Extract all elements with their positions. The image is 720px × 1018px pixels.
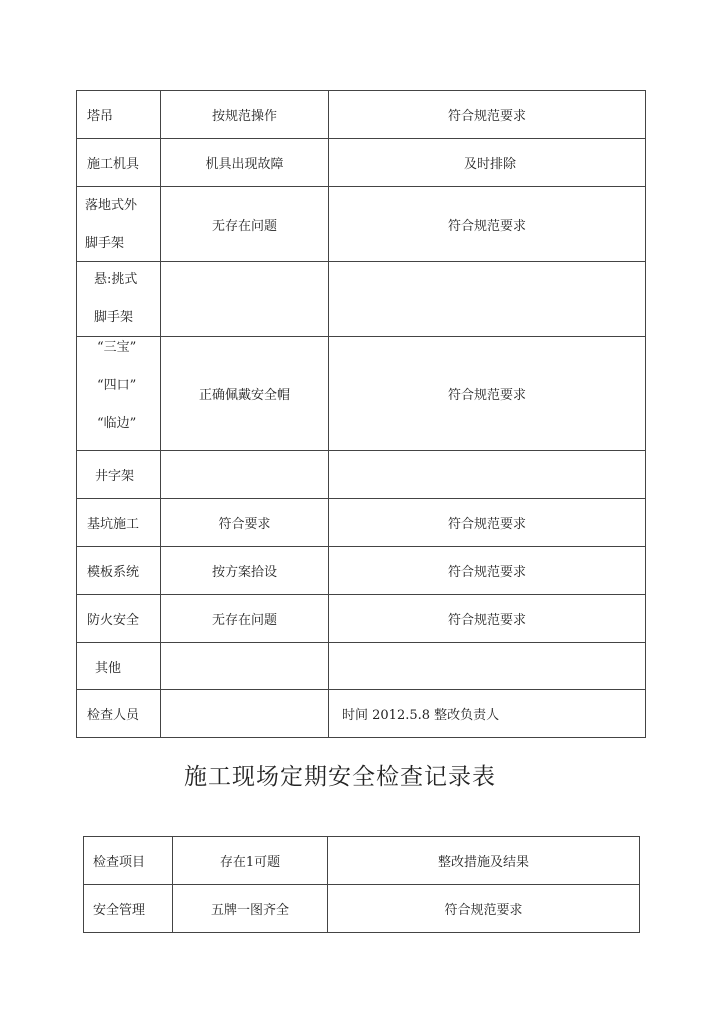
result-cell: 符合规范要求	[329, 499, 646, 547]
result-cell: 符合规范要求	[329, 547, 646, 595]
table-row	[77, 643, 646, 690]
item-cell: 施工机具	[77, 139, 161, 187]
item-cell: 井字架	[77, 451, 161, 499]
item-cell: 安全管理	[84, 885, 173, 933]
result-cell	[329, 451, 646, 499]
result-cell: 时间 2012.5.8 整改负责人	[329, 690, 646, 738]
problem-cell: 机具出现故障	[161, 139, 329, 187]
problem-cell: 符合要求	[161, 499, 329, 547]
problem-cell: 按方案拾设	[161, 547, 329, 595]
result-cell: 符合规范要求	[329, 187, 646, 262]
header-result: 整改措施及结果	[328, 837, 640, 885]
table-row	[77, 187, 646, 262]
item-cell: 塔吊	[77, 91, 161, 139]
result-cell: 符合规范要求	[329, 337, 646, 451]
page-title: 施工现场定期安全检查记录表	[184, 764, 496, 790]
problem-cell	[161, 643, 329, 690]
problem-cell	[161, 690, 329, 738]
item-cell: “三宝” “四口” “临边”	[77, 337, 161, 451]
table-row	[77, 690, 646, 738]
result-cell	[329, 643, 646, 690]
problem-cell	[161, 451, 329, 499]
item-cell: 检查人员	[77, 690, 161, 738]
item-cell: 基坑施工	[77, 499, 161, 547]
problem-cell: 按规范操作	[161, 91, 329, 139]
result-cell	[329, 262, 646, 337]
result-cell: 及时排除	[329, 139, 646, 187]
item-cell: 模板系统	[77, 547, 161, 595]
inspection-table	[83, 836, 640, 933]
problem-cell: 五牌一图齐全	[173, 885, 328, 933]
table-row	[77, 139, 646, 187]
table-row	[77, 595, 646, 643]
result-cell: 符合规范要求	[329, 91, 646, 139]
problem-cell: 无存在问题	[161, 595, 329, 643]
problem-cell: 正确佩戴安全帽	[161, 337, 329, 451]
result-cell: 符合规范要求	[329, 595, 646, 643]
table-header-row	[84, 837, 640, 885]
table-row	[77, 262, 646, 337]
table-row	[77, 337, 646, 451]
table-row	[77, 499, 646, 547]
header-problem: 存在1可题	[173, 837, 328, 885]
table-row	[77, 547, 646, 595]
table-row	[77, 91, 646, 139]
problem-cell: 无存在问题	[161, 187, 329, 262]
table-row	[84, 885, 640, 933]
header-item: 检查项目	[84, 837, 173, 885]
result-cell: 符合规范要求	[328, 885, 640, 933]
inspection-table-continued	[76, 90, 646, 738]
table-row	[77, 451, 646, 499]
item-cell: 落地式外 脚手架	[77, 187, 161, 262]
problem-cell	[161, 262, 329, 337]
item-cell: 其他	[77, 643, 161, 690]
item-cell: 防火安全	[77, 595, 161, 643]
item-cell: 悬:挑式 脚手架	[77, 262, 161, 337]
